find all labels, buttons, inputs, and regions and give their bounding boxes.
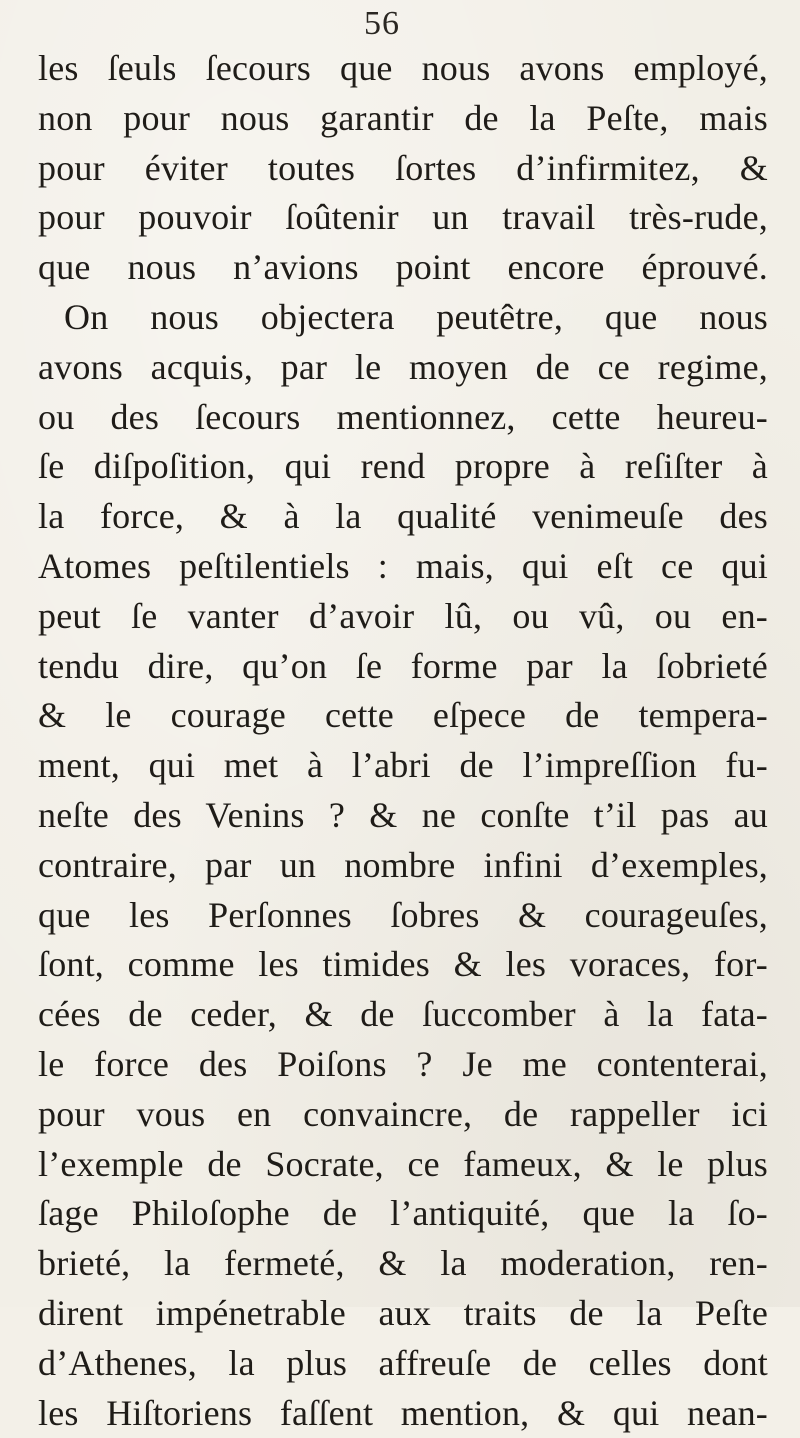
text-line: ſage Philoſophe de l’antiquité, que la ſo- bbox=[38, 1193, 768, 1234]
text-line: tendu dire, qu’on ſe forme par la ſobrieté bbox=[38, 645, 768, 686]
text-line: cées de ceder, & de ſuccomber à la fata- bbox=[38, 994, 768, 1035]
text-line: pour vous en convaincre, de rappeller ici bbox=[38, 1093, 768, 1134]
text-line: pour pouvoir ſoûtenir un travail très-rude, bbox=[38, 197, 768, 238]
text-line: pour éviter toutes ſortes d’infirmitez, & bbox=[38, 147, 768, 188]
text-line: peut ſe vanter d’avoir lû, ou vû, ou en- bbox=[38, 595, 768, 636]
text-line: l’exemple de Socrate, ce fameux, & le plus bbox=[38, 1143, 768, 1184]
text-line: brieté, la fermeté, & la moderation, ren- bbox=[38, 1243, 768, 1284]
text-line: ſe diſpoſition, qui rend propre à reſiſter à bbox=[38, 446, 768, 487]
text-line: la force, & à la qualité venimeuſe des bbox=[38, 496, 768, 537]
text-line: contraire, par un nombre infini d’exemples, bbox=[38, 844, 768, 885]
text-line: ment, qui met à l’abri de l’impreſſion fu- bbox=[38, 745, 768, 786]
text-line: ſont, comme les timides & les voraces, for- bbox=[38, 944, 768, 985]
page-number: 56 bbox=[364, 5, 400, 42]
text-line: le force des Poiſons ? Je me contenterai, bbox=[38, 1043, 768, 1084]
text-line: avons acquis, par le moyen de ce regime, bbox=[38, 346, 768, 387]
text-line: non pour nous garantir de la Peſte, mais bbox=[38, 97, 768, 138]
text-line: que nous n’avions point encore éprouvé. bbox=[38, 247, 768, 288]
text-line: que les Perſonnes ſobres & courageuſes, bbox=[38, 894, 768, 935]
text-line: les ſeuls ſecours que nous avons employé, bbox=[38, 48, 768, 88]
text-line: dirent impénetrable aux traits de la Peſte bbox=[38, 1292, 768, 1333]
text-line: On nous objectera peutêtre, que nous bbox=[64, 296, 768, 337]
body-text bbox=[38, 44, 768, 1438]
text-line: les Hiſtoriens faſſent mention, & qui nean- bbox=[38, 1392, 768, 1433]
text-line: & le courage cette eſpece de tempera- bbox=[38, 695, 768, 736]
text-line: neſte des Venins ? & ne conſte t’il pas au bbox=[38, 794, 768, 835]
text-line: ou des ſecours mentionnez, cette heureu- bbox=[38, 396, 768, 437]
text-line: Atomes peſtilentiels : mais, qui eſt ce qui bbox=[38, 545, 768, 586]
text-line: d’Athenes, la plus affreuſe de celles dont bbox=[38, 1342, 768, 1383]
